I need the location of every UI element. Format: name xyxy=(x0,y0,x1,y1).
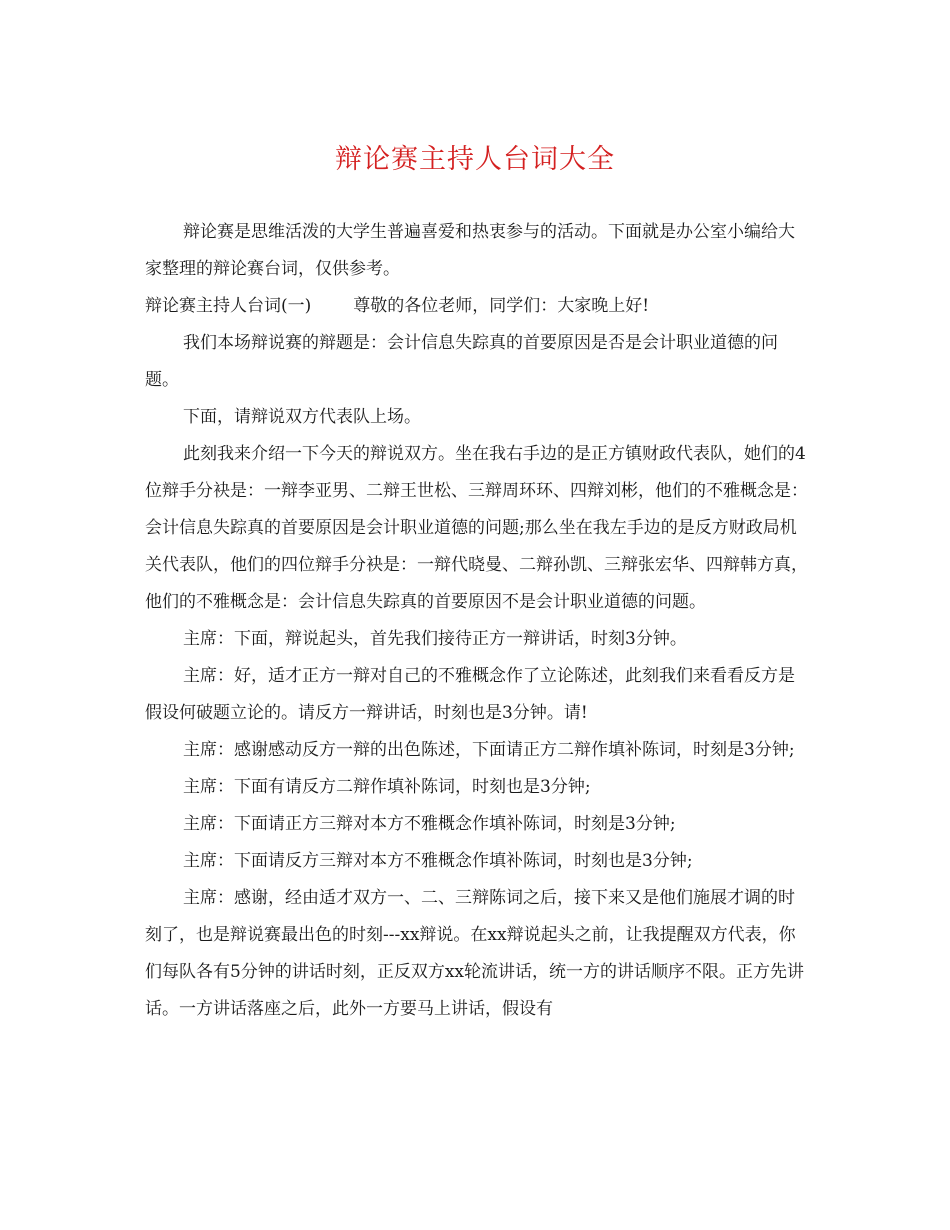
section-heading-line xyxy=(145,288,810,325)
paragraph: 主席：下面有请反方二辩作填补陈词，时刻也是3分钟; xyxy=(183,777,591,797)
paragraph: 主席：感谢感动反方一辩的出色陈述，下面请正方二辩作填补陈词，时刻是3分钟; xyxy=(183,740,795,760)
paragraph: 我们本场辩说赛的辩题是：会计信息失踪真的首要原因是否是会计职业道德的问题。 xyxy=(145,333,778,390)
document-title: 辩论赛主持人台词大全 xyxy=(335,144,615,175)
paragraph: 此刻我来介绍一下今天的辩说双方。坐在我右手边的是正方镇财政代表队，她们的4位辩手分袂是：一辩李亚男、二辩王世松、三辩周环环、四辩刘彬，他们的不雅概念是：会计信息失踪真的首要原因是会计职业道德的问题;那么坐在我左手边的是反方财政局机关代表队，他们的四位辩手分袂是：一辩代晓曼、二辩孙凯、三辩张宏华、四辩韩方真，他们的不雅概念是：会计信息失踪真的首要原因不是会计职业道德的问题。 xyxy=(145,444,808,612)
paragraph: 主席：下面请正方三辩对本方不雅概念作填补陈词，时刻是3分钟; xyxy=(183,814,676,834)
section-heading: 辩论赛主持人台词(一) xyxy=(145,296,312,316)
paragraph: 下面，请辩说双方代表队上场。 xyxy=(183,407,421,427)
paragraph: 主席：好，适才正方一辩对自己的不雅概念作了立论陈述，此刻我们来看看反方是假设何破题立论的。请反方一辩讲话，时刻也是3分钟。请! xyxy=(145,666,795,723)
paragraph: 主席：下面请反方三辩对本方不雅概念作填补陈词，时刻也是3分钟; xyxy=(183,851,693,871)
paragraph: 主席：感谢，经由适才双方一、二、三辩陈词之后，接下来又是他们施展才调的时刻了，也是辩说赛最出色的时刻---xx辩说。在xx辩说起头之前，让我提醒双方代表，你们每队各有5分钟的讲话时刻，正反双方xx轮流讲话，统一方的讲话顺序不限。正方先讲话。一方讲话落座之后，此外一方要马上讲话，假设有 xyxy=(145,888,804,1019)
greeting: 尊敬的各位老师，同学们：大家晚上好! xyxy=(353,296,650,316)
intro-paragraph: 辩论赛是思维活泼的大学生普遍喜爱和热衷参与的活动。下面就是办公室小编给大家整理的辩论赛台词，仅供参考。 xyxy=(145,222,795,279)
document-body xyxy=(145,214,810,1028)
paragraph: 主席：下面，辩说起头，首先我们接待正方一辩讲话，时刻3分钟。 xyxy=(183,629,687,649)
